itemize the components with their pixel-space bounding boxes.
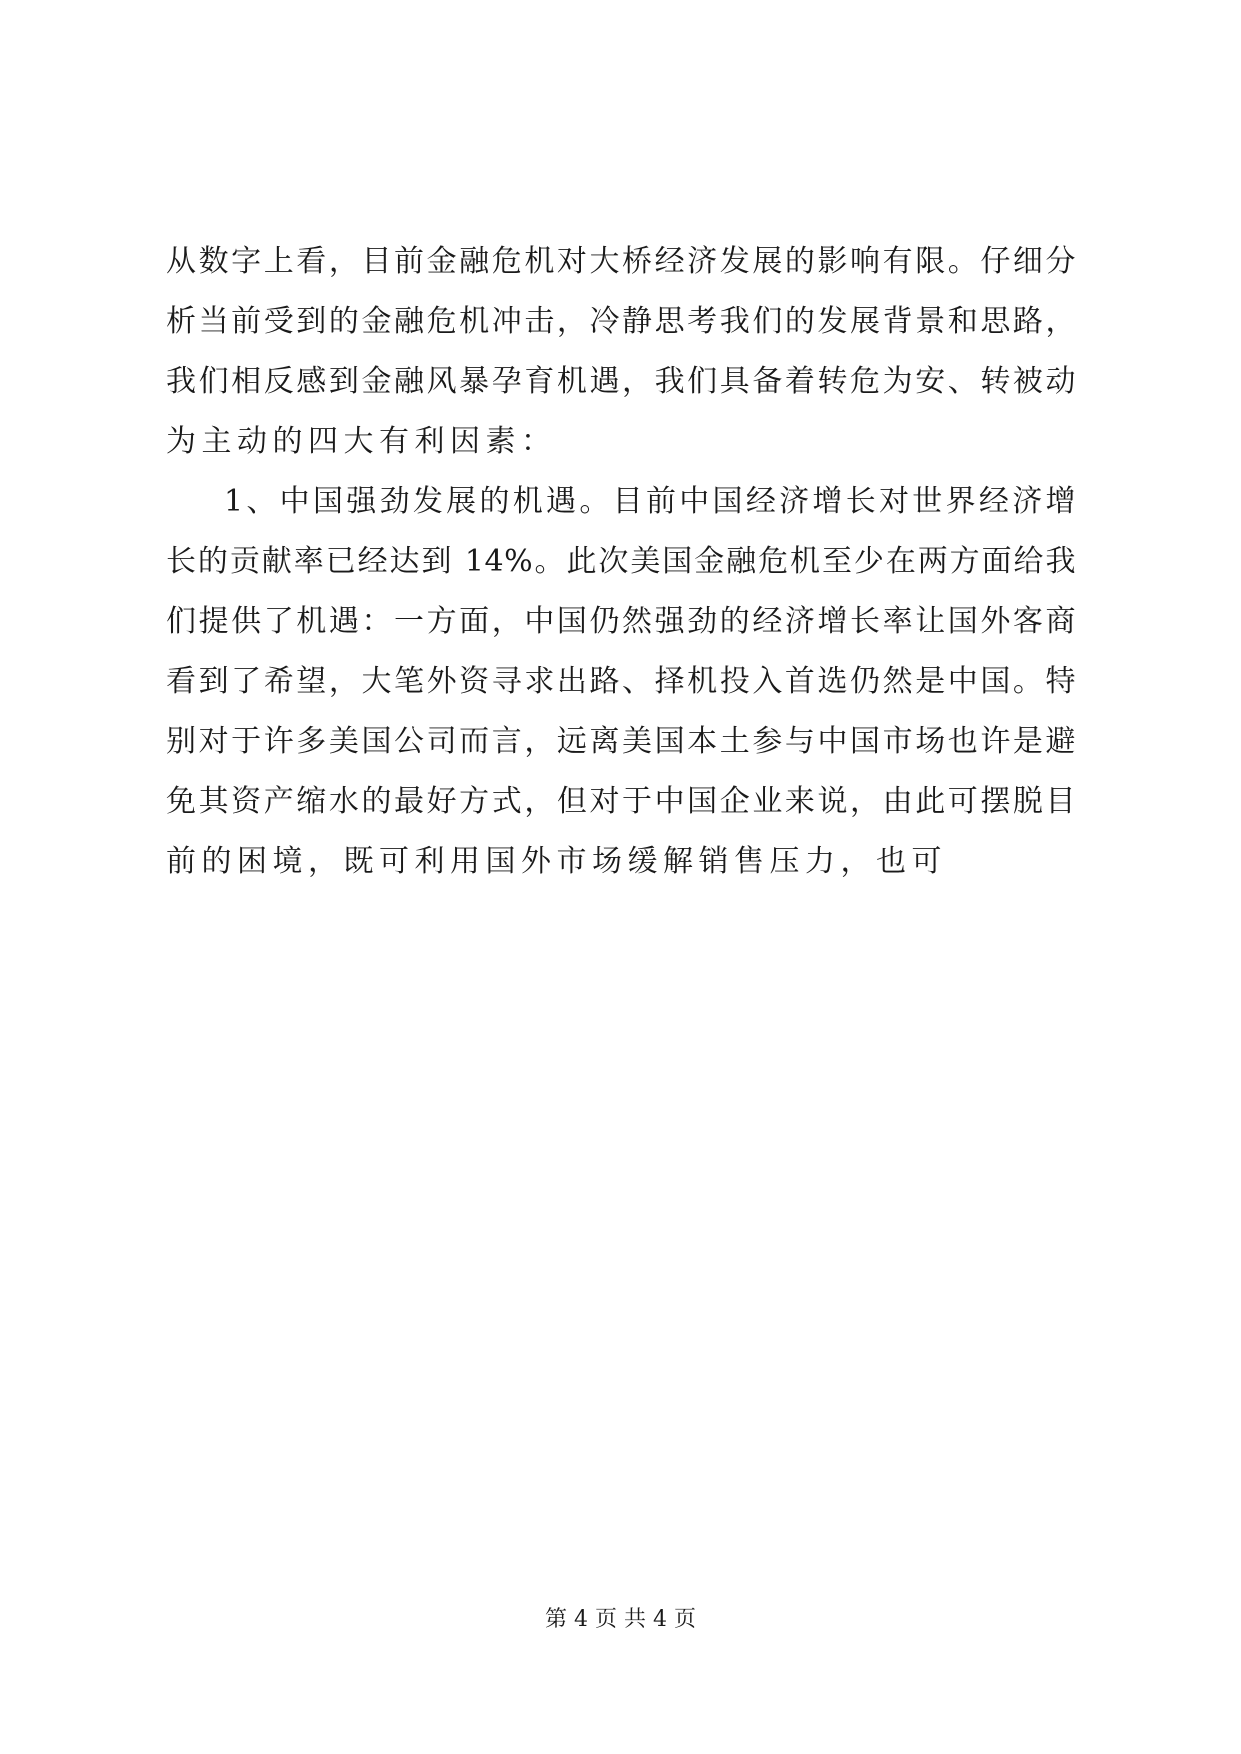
paragraph-2-line-2: 长的贡献率已经达到 14%。此次美国金融危机至少在两方面给我 [166,544,1076,579]
page-footer: 第 4 页 共 4 页 [545,1607,696,1632]
paragraph-2-line-5: 别对于许多美国公司而言，远离美国本土参与中国市场也许是避 [166,724,1076,759]
paragraph-1-line-4: 为主动的四大有利因素： [166,424,557,459]
paragraph-2-line-7: 前的困境，既可利用国外市场缓解销售压力，也可 [166,844,947,879]
paragraph-2-line-3: 们提供了机遇：一方面，中国仍然强劲的经济增长率让国外客商 [166,604,1076,639]
paragraph-1-line-1: 从数字上看，目前金融危机对大桥经济发展的影响有限。仔细分 [166,244,1076,279]
document-body [166,232,1076,892]
paragraph-1-line-3: 我们相反感到金融风暴孕育机遇，我们具备着转危为安、转被动 [166,364,1076,399]
paragraph-1-line-2: 析当前受到的金融危机冲击，冷静思考我们的发展背景和思路， [166,304,1076,339]
paragraph-2-line-6: 免其资产缩水的最好方式，但对于中国企业来说，由此可摆脱目 [166,784,1076,819]
paragraph-2-line-4: 看到了希望，大笔外资寻求出路、择机投入首选仍然是中国。特 [166,664,1076,699]
paragraph-2-line-1: 1、中国强劲发展的机遇。目前中国经济增长对世界经济增 [224,484,1076,519]
